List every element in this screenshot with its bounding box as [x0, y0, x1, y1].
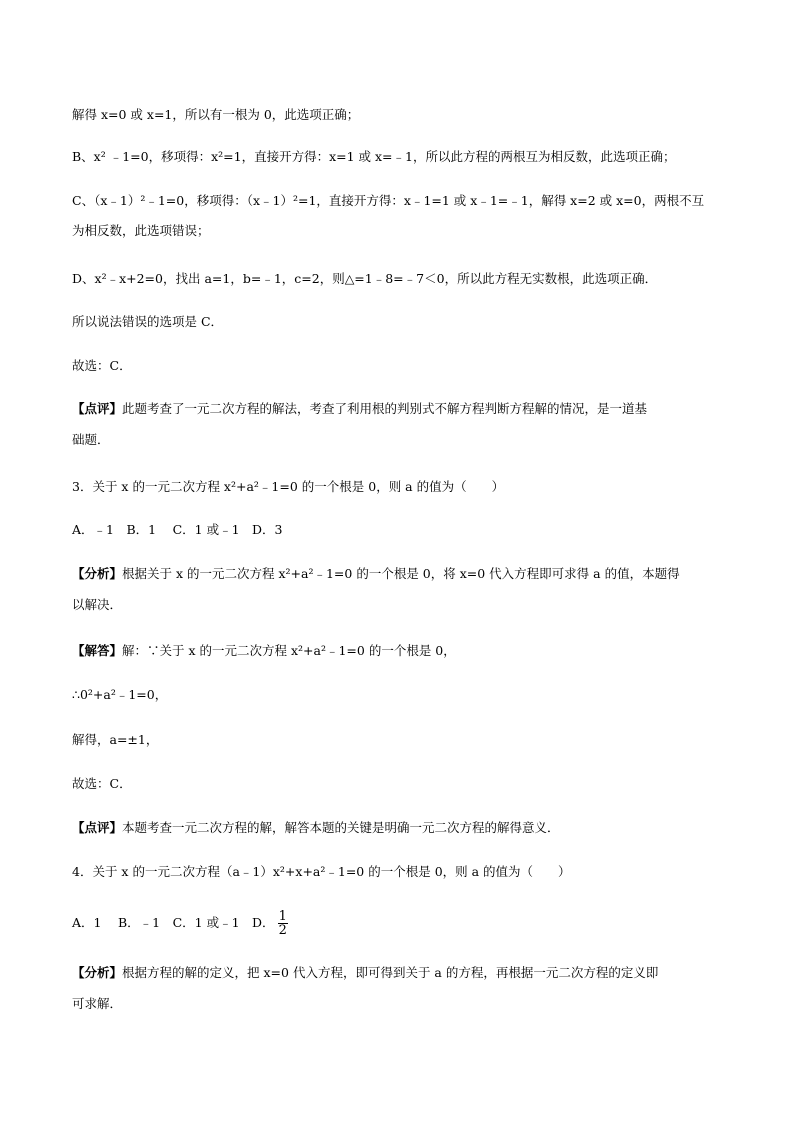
text-line: D、x²﹣x+2=0，找出 a=1，b=﹣1，c=2，则△=1﹣8=﹣7＜0，所以此方程无实数根，此选项正确． — [72, 271, 658, 286]
text-line: C、（x﹣1）²﹣1=0，移项得：（x﹣1）²=1，直接开方得：x﹣1=1 或 x﹣1=﹣1，解得 x=2 或 x=0，两根不互 — [72, 193, 705, 208]
question-3-options: A．﹣1 B．1 C．1 或﹣1 D．3 — [72, 522, 283, 537]
text-line: 所以说法错误的选项是 C． — [72, 314, 224, 329]
options-text: A．1 B．﹣1 C．1 或﹣1 D． — [72, 915, 275, 930]
analysis-text: 根据方程的解的定义，把 x=0 代入方程，即可得到关于 a 的方程，再根据一元二次方程的定义即 — [122, 965, 659, 980]
question-3-stem: 3．关于 x 的一元二次方程 x²+a²﹣1=0 的一个根是 0，则 a 的值为（ ） — [72, 479, 505, 494]
comment-tag: 【点评】 — [72, 401, 123, 416]
text-line: 为相反数，此选项错误； — [72, 223, 210, 238]
text-line: 故选：C． — [72, 358, 132, 373]
analysis-tag: 【分析】 — [72, 566, 123, 581]
fraction — [278, 910, 288, 937]
answer-text: 解：∵关于 x 的一元二次方程 x²+a²﹣1=0 的一个根是 0， — [122, 643, 456, 658]
answer-step: 故选：C． — [72, 776, 132, 791]
answer-step: ∴0²+a²﹣1=0， — [72, 687, 168, 702]
comment-cont: 础题． — [72, 432, 110, 447]
question-4-stem: 4．关于 x 的一元二次方程（a﹣1）x²+x+a²﹣1=0 的一个根是 0，则 a 的值为（ ） — [72, 864, 571, 879]
analysis-line — [72, 964, 732, 982]
analysis-text: 根据关于 x 的一元二次方程 x²+a²﹣1=0 的一个根是 0，将 x=0 代入方程即可求得 a 的值，本题得 — [122, 566, 680, 581]
analysis-line — [72, 565, 732, 583]
comment-tag: 【点评】 — [72, 820, 123, 835]
analysis-cont: 以解决． — [72, 597, 123, 612]
question-4-options — [72, 910, 732, 937]
fraction-denominator: 2 — [278, 923, 287, 938]
comment-text: 此题考查了一元二次方程的解法，考查了利用根的判别式不解方程判断方程解的情况，是一道基 — [122, 401, 648, 416]
text-line: 解得 x=0 或 x=1，所以有一根为 0，此选项正确； — [72, 107, 360, 122]
analysis-tag: 【分析】 — [72, 965, 123, 980]
comment-text: 本题考查一元二次方程的解，解答本题的关键是明确一元二次方程的解得意义． — [122, 820, 560, 835]
answer-tag: 【解答】 — [72, 643, 123, 658]
answer-line — [72, 642, 732, 660]
text-line: B、x² ﹣1=0，移项得：x²=1，直接开方得：x=1 或 x=﹣1，所以此方程的两根互为相反数，此选项正确； — [72, 149, 676, 164]
analysis-cont: 可求解． — [72, 996, 123, 1011]
comment-line — [72, 400, 732, 418]
answer-step: 解得，a=±1， — [72, 732, 159, 747]
comment-line — [72, 819, 732, 837]
fraction-numerator: 1 — [278, 909, 287, 924]
